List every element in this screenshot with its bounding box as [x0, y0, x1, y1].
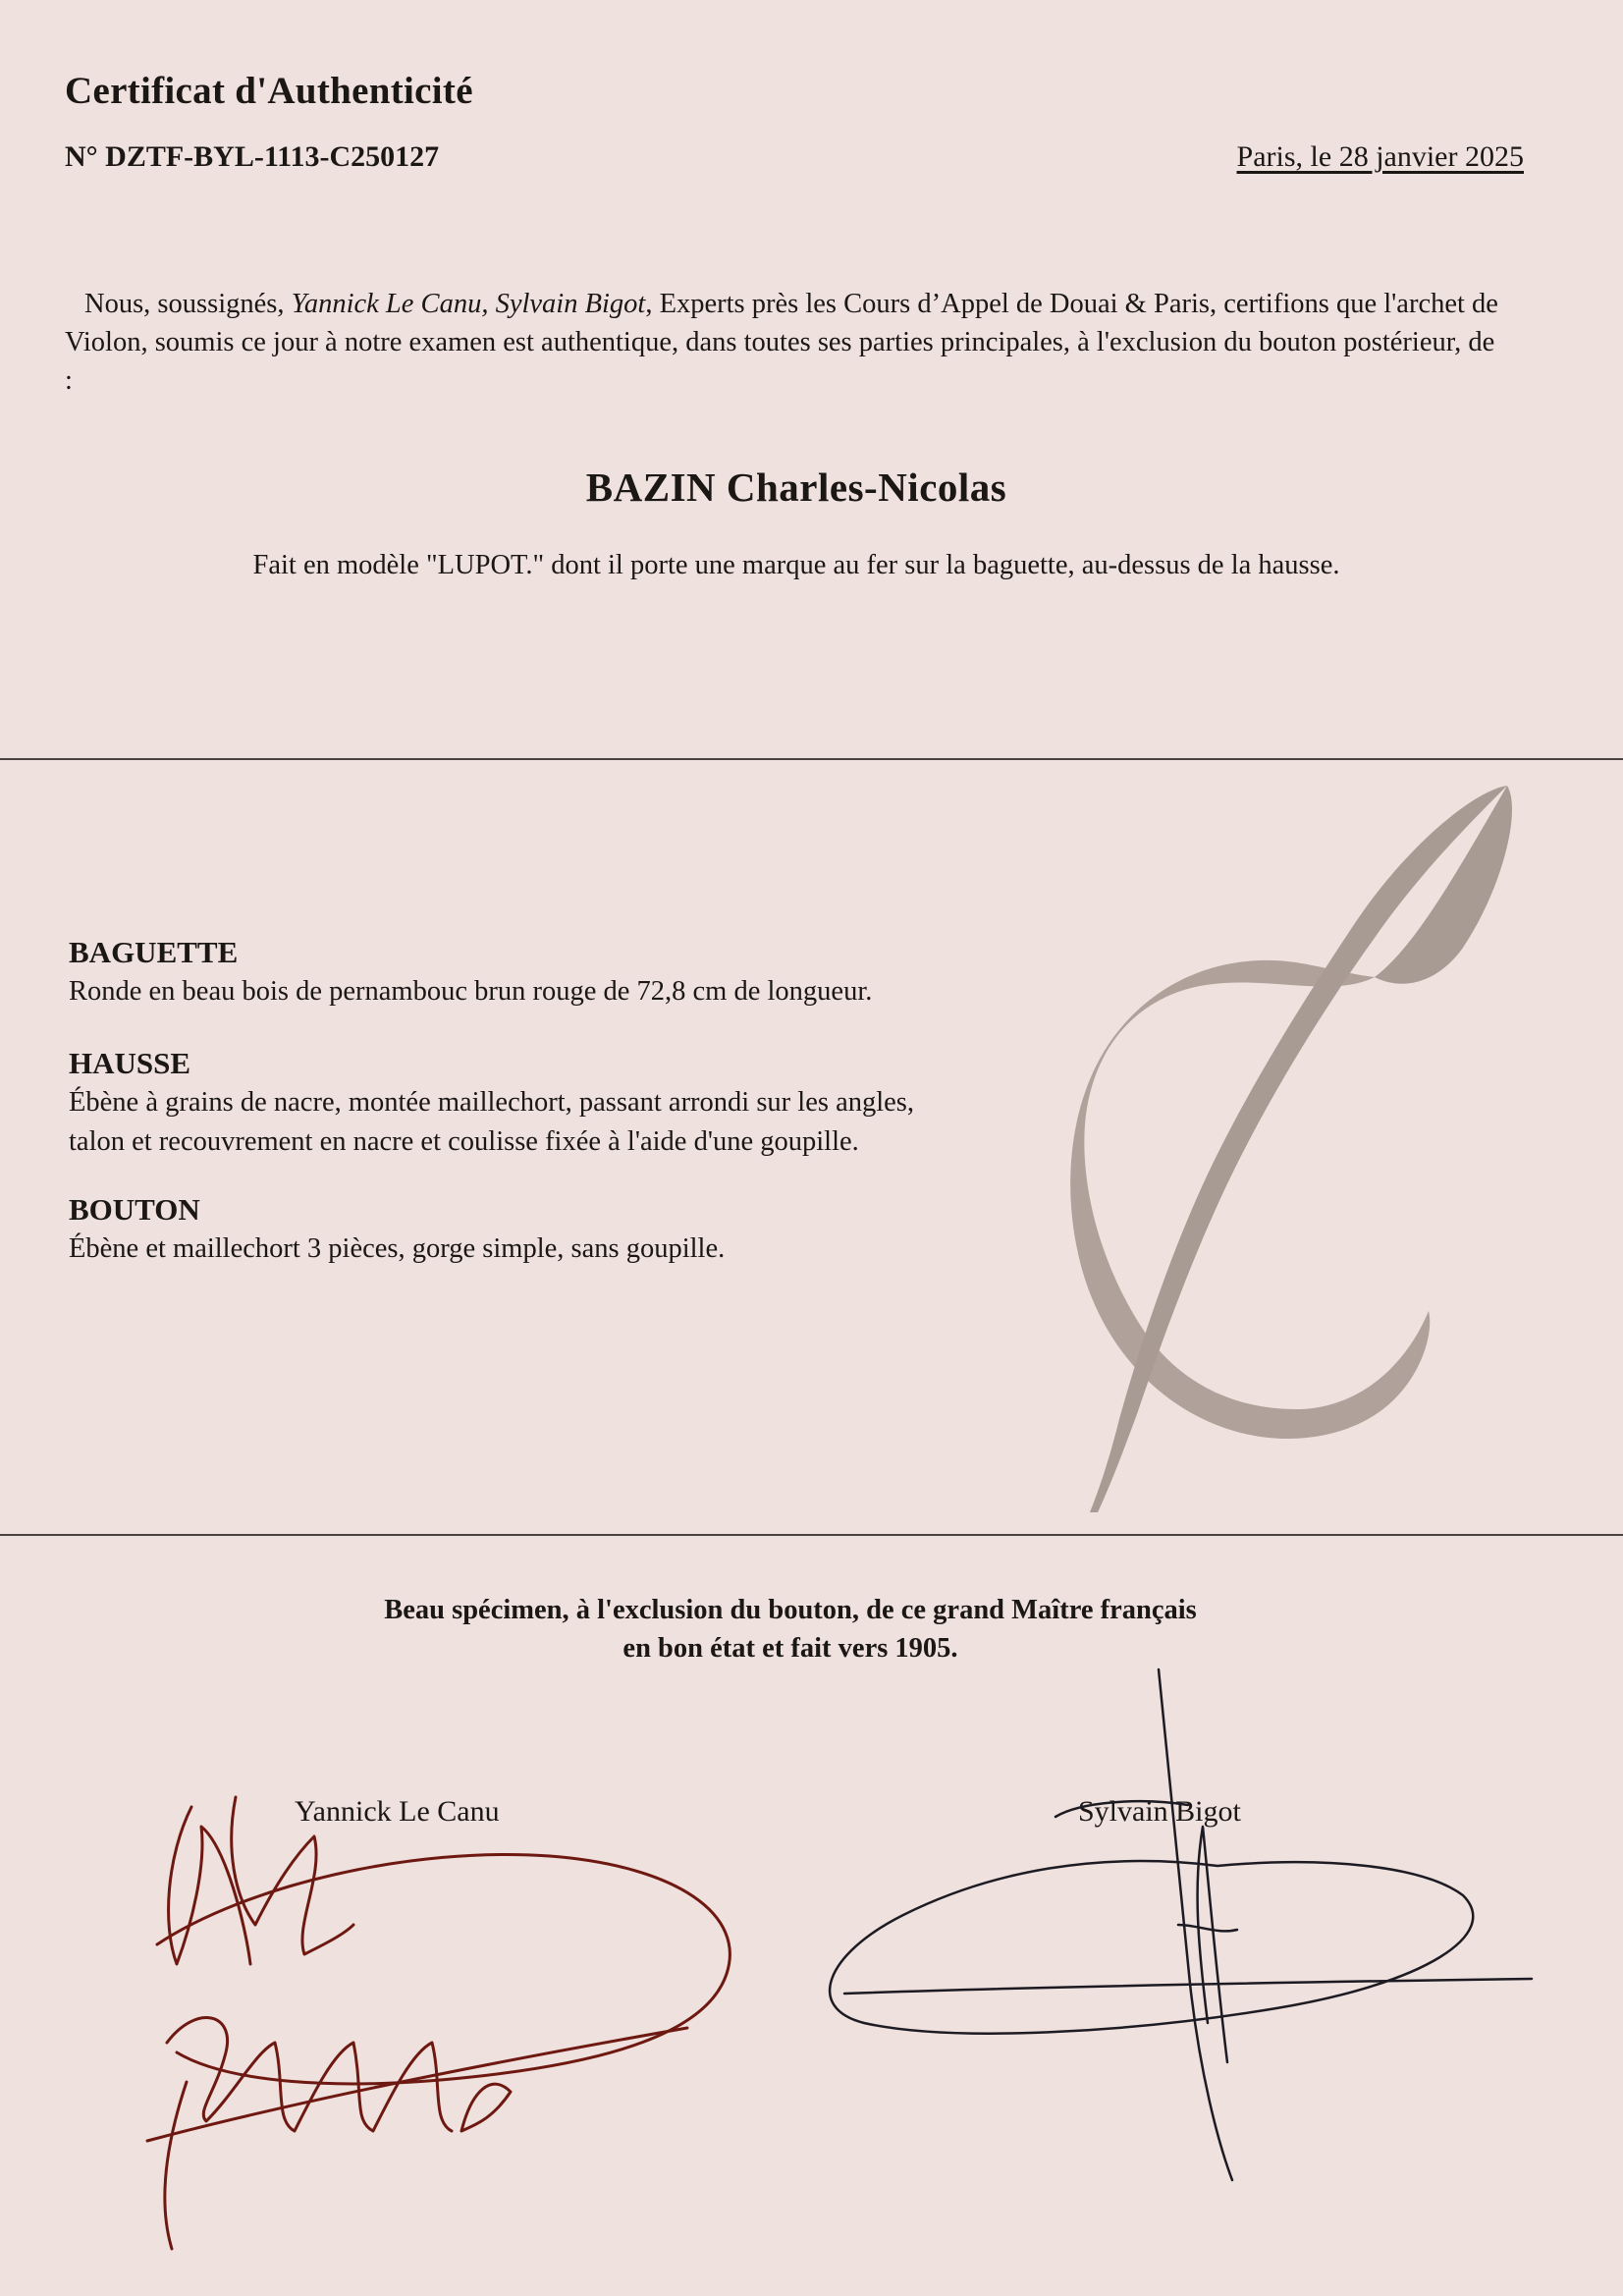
place-date: Paris, le 28 janvier 2025 — [1236, 140, 1524, 173]
section-heading: HAUSSE — [69, 1046, 191, 1080]
section-heading: BOUTON — [69, 1192, 200, 1227]
signature-right-icon — [830, 1669, 1532, 2180]
section-baguette — [69, 933, 1031, 1011]
section-hausse — [69, 1044, 1031, 1162]
signatures — [0, 1630, 1623, 2296]
closing-line: Beau spécimen, à l'exclusion du bouton, de ce grand Maître français — [384, 1595, 1197, 1625]
signature-left-icon — [147, 1797, 730, 2249]
maker-name: BAZIN Charles-Nicolas — [585, 465, 1007, 510]
model-note: Fait en modèle "LUPOT." dont il porte une marque au fer sur la baguette, au-dessus de la hausse. — [252, 550, 1340, 580]
bow-and-scroll-emblem-icon — [1060, 781, 1532, 1517]
section-line: talon et recouvrement en nacre et coulisse fixée à l'aide d'une goupille. — [69, 1126, 859, 1157]
fold-line-bottom — [0, 1534, 1623, 1536]
certificate-number: N° DZTF-BYL-1113-C250127 — [65, 140, 440, 173]
intro-text: , Experts près les Cours d’Appel de Douai & Paris, certifions que l'archet de Violon, soumis ce jour à notre examen est authentique, dans toutes ses parties principales, à l'exclusion du bouton postérieur, de : — [65, 289, 1498, 396]
emblem-scroll — [1070, 960, 1430, 1439]
section-line: Ébène à grains de nacre, montée maillechort, passant arrondi sur les angles, — [69, 1087, 915, 1118]
section-heading: BAGUETTE — [69, 935, 239, 969]
certificate-title: Certificat d'Authenticité — [65, 70, 473, 112]
section-line: Ébène et maillechort 3 pièces, gorge simple, sans goupille. — [69, 1233, 726, 1264]
fold-line-top — [0, 758, 1623, 760]
certification-paragraph — [65, 285, 1498, 400]
section-bouton — [69, 1190, 1031, 1269]
section-line: Ronde en beau bois de pernambouc brun rouge de 72,8 cm de longueur. — [69, 976, 873, 1007]
signatory-left-name: Yannick Le Canu — [295, 1795, 500, 1828]
closing-line: en bon état et fait vers 1905. — [622, 1633, 958, 1664]
intro-lead: Nous, soussignés, — [84, 289, 285, 319]
signatory-right-name: Sylvain Bigot — [1078, 1795, 1241, 1828]
expert-names: Yannick Le Canu, Sylvain Bigot — [291, 289, 646, 319]
